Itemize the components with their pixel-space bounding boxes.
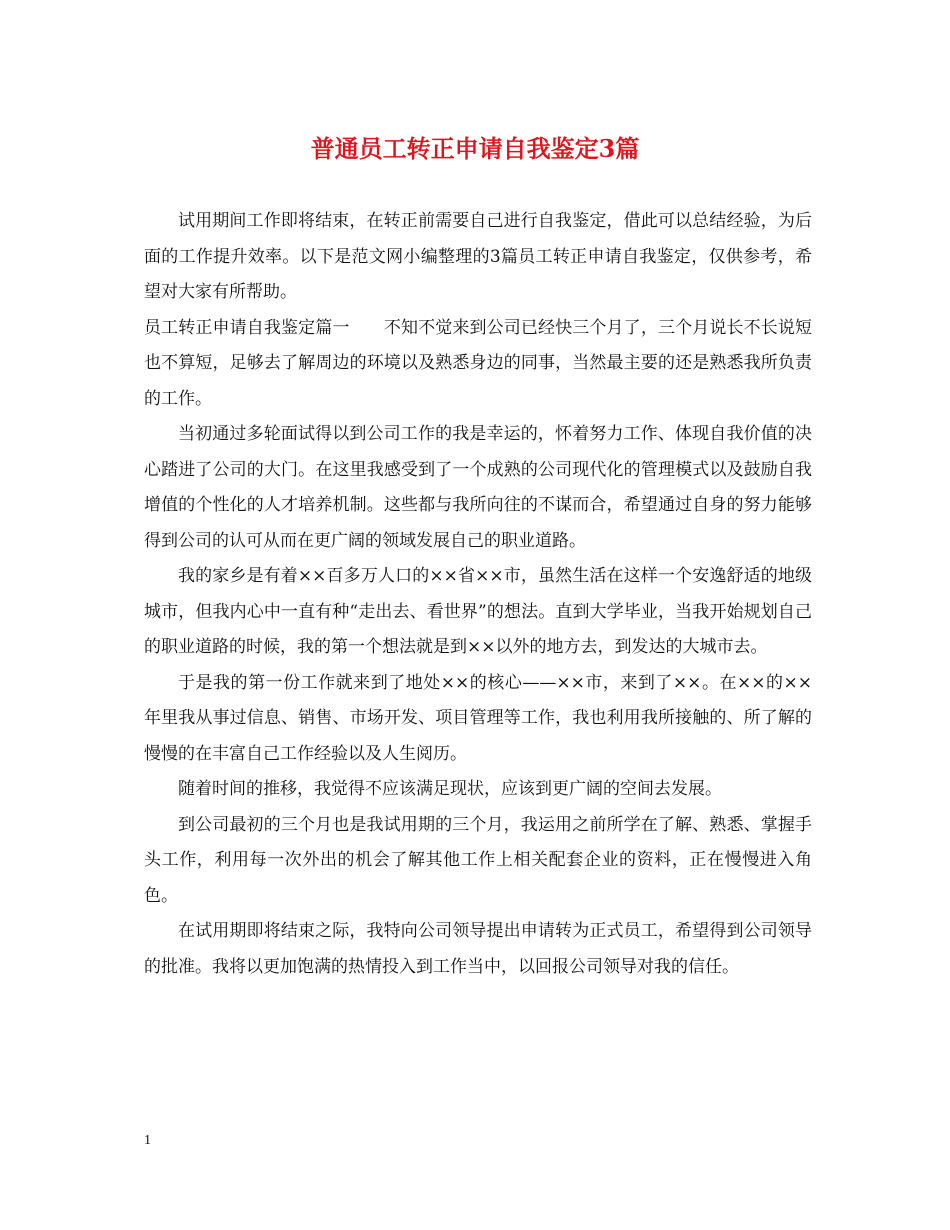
paragraph: 试用期间工作即将结束，在转正前需要自己进行自我鉴定，借此可以总结经验，为后面的工作提升效率。以下是范文网小编整理的3篇员工转正申请自我鉴定，仅供参考，希望对大家有所帮助。: [144, 211, 812, 302]
document-body: [144, 204, 812, 985]
paragraph: 当初通过多轮面试得以到公司工作的我是幸运的，怀着努力工作、体现自我价值的决心踏进了公司的大门。在这里我感受到了一个成熟的公司现代化的管理模式以及鼓励自我增值的个性化的人才培养机制。这些都与我所向往的不谋而合，希望通过自身的努力能够得到公司的认可从而在更广阔的领域发展自己的职业道路。: [144, 424, 812, 551]
paragraph: 于是我的第一份工作就来到了地处××的核心——××市，来到了××。在××的××年里我从事过信息、销售、市场开发、项目管理等工作，我也利用我所接触的、所了解的慢慢的在丰富自己工作经验以及人生阅历。: [144, 672, 812, 764]
page-number: 1: [144, 1133, 151, 1148]
paragraph: 到公司最初的三个月也是我试用期的三个月，我运用之前所学在了解、熟悉、掌握手头工作，利用每一次外出的机会了解其他工作上相关配套企业的资料，正在慢慢进入角色。: [144, 814, 812, 906]
paragraph: 我的家乡是有着××百多万人口的××省××市，虽然生活在这样一个安逸舒适的地级城市，但我内心中一直有种“走出去、看世界”的想法。直到大学毕业，当我开始规划自己的职业道路的时候，我的第一个想法就是到××以外的地方去，到发达的大城市去。: [144, 566, 812, 657]
paragraph: 在试用期即将结束之际，我特向公司领导提出申请转为正式员工，希望得到公司领导的批准。我将以更加饱满的热情投入到工作当中，以回报公司领导对我的信任。: [144, 921, 812, 977]
paragraph: 员工转正申请自我鉴定篇一 不知不觉来到公司已经快三个月了，三个月说长不长说短也不算短，足够去了解周边的环境以及熟悉身边的同事，当然最主要的还是熟悉我所负责的工作。: [144, 317, 812, 409]
document-title: 普通员工转正申请自我鉴定3篇: [310, 134, 640, 163]
paragraph: 随着时间的推移，我觉得不应该满足现状，应该到更广阔的空间去发展。: [178, 779, 722, 799]
